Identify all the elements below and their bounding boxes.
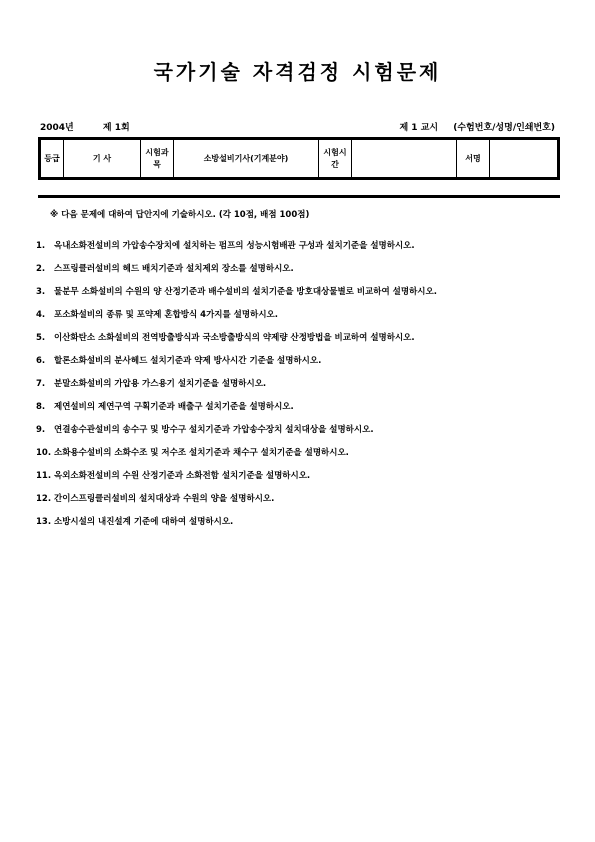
question-list [36,240,558,539]
question-text: 이산화탄소 소화설비의 전역방출방식과 국소방출방식의 약제량 산정방법을 비교하여 설명하시오. [54,333,415,343]
question-item [36,309,558,321]
question-text: 할론소화설비의 분사헤드 설치기준과 약제 방사시간 기준을 설명하시오. [54,356,322,366]
exam-header-table [38,137,560,180]
meta-right [387,120,555,133]
question-number: 12. [36,494,52,504]
question-item [36,516,558,528]
grade-value: 기 사 [64,139,141,179]
question-item [36,240,558,252]
question-text: 소방시설의 내진설계 기준에 대하여 설명하시오. [54,517,234,527]
question-text: 옥외소화전설비의 수원 산정기준과 소화전함 설치기준을 설명하시오. [54,471,311,481]
time-label: 시험시간 [319,139,352,179]
question-number: 5. [36,333,46,343]
question-item [36,378,558,390]
subject-value: 소방설비기사(기계분야) [174,139,319,179]
question-item [36,447,558,459]
question-text: 분말소화설비의 가압용 가스용기 설치기준을 설명하시오. [54,379,267,389]
question-item [36,424,558,436]
question-text: 소화용수설비의 소화수조 및 저수조 설치기준과 채수구 설치기준을 설명하시오. [54,448,349,458]
question-item [36,493,558,505]
question-item [36,401,558,413]
question-item [36,332,558,344]
question-number: 7. [36,379,46,389]
sign-value [490,139,559,179]
question-number: 4. [36,310,46,320]
question-item [36,355,558,367]
question-item [36,286,558,298]
question-number: 2. [36,264,46,274]
question-text: 간이스프링클러설비의 설치대상과 수원의 양을 설명하시오. [54,494,275,504]
question-number: 6. [36,356,46,366]
exam-round: 제 1회 [102,123,130,133]
question-number: 8. [36,402,46,412]
exam-year: 2004년 [40,123,74,133]
exam-instruction: ※ 다음 문제에 대하여 답안지에 기술하시오. (각 10점, 배점 100점) [50,210,310,220]
document-title: 국가기술 자격검정 시험문제 [153,60,442,84]
sign-label: 서명 [457,139,490,179]
time-value [352,139,457,179]
question-number: 13. [36,517,52,527]
question-text: 물분무 소화설비의 수원의 양 산정기준과 배수설비의 설치기준을 방호대상물별로 비교하여 설명하시오. [54,287,437,297]
exam-session: 제 1 교시 [399,123,439,133]
question-text: 옥내소화전설비의 가압송수장치에 설치하는 펌프의 성능시험배관 구성과 설치기준을 설명하시오. [54,241,415,251]
question-text: 연결송수관설비의 송수구 및 방수구 설치기준과 가압송수장치 설치대상을 설명하시오. [54,425,374,435]
subject-label: 시험과목 [141,139,174,179]
meta-left [40,120,156,133]
question-text: 포소화설비의 종류 및 포약제 혼합방식 4가지를 설명하시오. [54,310,278,320]
question-number: 9. [36,425,46,435]
question-number: 1. [36,241,46,251]
question-item [36,263,558,275]
grade-label: 등급 [40,139,64,179]
header-divider [38,195,560,198]
question-text: 제연설비의 제연구역 구획기준과 배출구 설치기준을 설명하시오. [54,402,294,412]
question-item [36,470,558,482]
question-number: 10. [36,448,52,458]
question-number: 3. [36,287,46,297]
question-text: 스프링클러설비의 헤드 배치기준과 설치제외 장소를 설명하시오. [54,264,294,274]
examinee-info: (수험번호/성명/인쇄번호) [453,123,555,133]
question-number: 11. [36,471,52,481]
